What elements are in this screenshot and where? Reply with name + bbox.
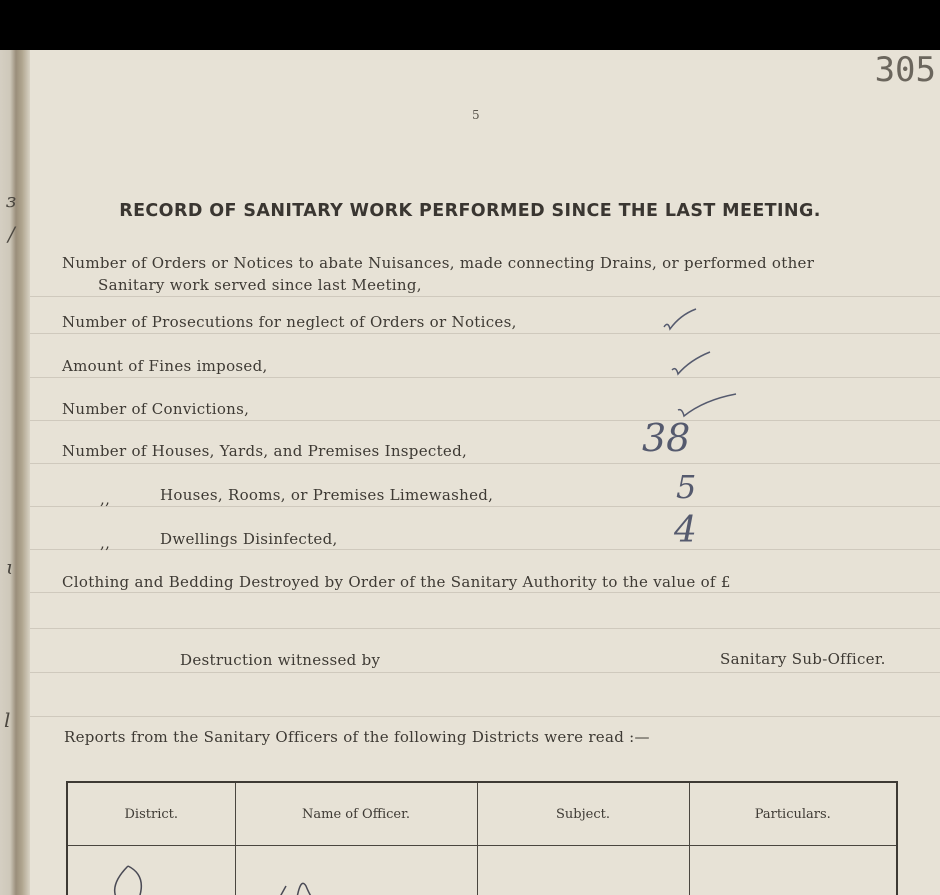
handwriting-stroke-icon: [266, 866, 346, 895]
clothing-label: Clothing and Bedding Destroyed by Order of the Sanitary Authority to the value of £: [62, 573, 731, 591]
ditto-mark: ,,: [100, 490, 111, 508]
page-title: RECORD OF SANITARY WORK PERFORMED SINCE THE LAST MEETING.: [119, 201, 821, 221]
table-header-row: [67, 782, 897, 846]
margin-mark: /: [8, 222, 15, 246]
reports-read-label: Reports from the Sanitary Officers of the following Districts were read :—: [64, 728, 650, 746]
table-cell: [477, 846, 689, 895]
handwriting-stroke-icon: [98, 856, 158, 895]
limewashed-label: Houses, Rooms, or Premises Limewashed,: [160, 486, 494, 504]
page-binding: [0, 50, 30, 895]
inspected-label: Number of Houses, Yards, and Premises Inspected,: [62, 442, 468, 460]
ledger-page: [0, 50, 940, 895]
folio-number: 305: [874, 50, 936, 90]
fines-label: Amount of Fines imposed,: [62, 357, 268, 375]
table-cell: [67, 846, 235, 895]
margin-mark: ɩ: [6, 555, 14, 579]
convictions-label: Number of Convictions,: [62, 400, 250, 418]
orders-label-line2: Sanitary work served since last Meeting,: [98, 276, 422, 294]
reports-table: [66, 781, 898, 895]
disinfected-value: 4: [674, 510, 697, 551]
column-header-subject: Subject.: [477, 782, 689, 846]
disinfected-label: Dwellings Disinfected,: [160, 530, 338, 548]
column-header-officer: Name of Officer.: [235, 782, 477, 846]
limewashed-value: 5: [676, 468, 697, 506]
margin-mark: l: [4, 708, 11, 732]
prosecutions-label: Number of Prosecutions for neglect of Orders or Notices,: [62, 313, 517, 331]
page-number: 5: [472, 108, 480, 122]
table-cell: [235, 846, 477, 895]
tick-mark-icon: [668, 348, 714, 378]
table-cell: [689, 846, 897, 895]
inspected-value: 38: [642, 416, 691, 460]
destruction-witnessed-label: Destruction witnessed by: [180, 651, 381, 669]
column-header-district: District.: [67, 782, 235, 846]
orders-label-line1: Number of Orders or Notices to abate Nuisances, made connecting Drains, or performed other: [62, 254, 815, 272]
ditto-mark: ,,: [100, 534, 111, 552]
margin-mark: ɜ: [6, 188, 17, 212]
sub-officer-label: Sanitary Sub-Officer.: [720, 650, 886, 668]
table-row: [67, 846, 897, 895]
tick-mark-icon: [660, 305, 700, 333]
column-header-particulars: Particulars.: [689, 782, 897, 846]
